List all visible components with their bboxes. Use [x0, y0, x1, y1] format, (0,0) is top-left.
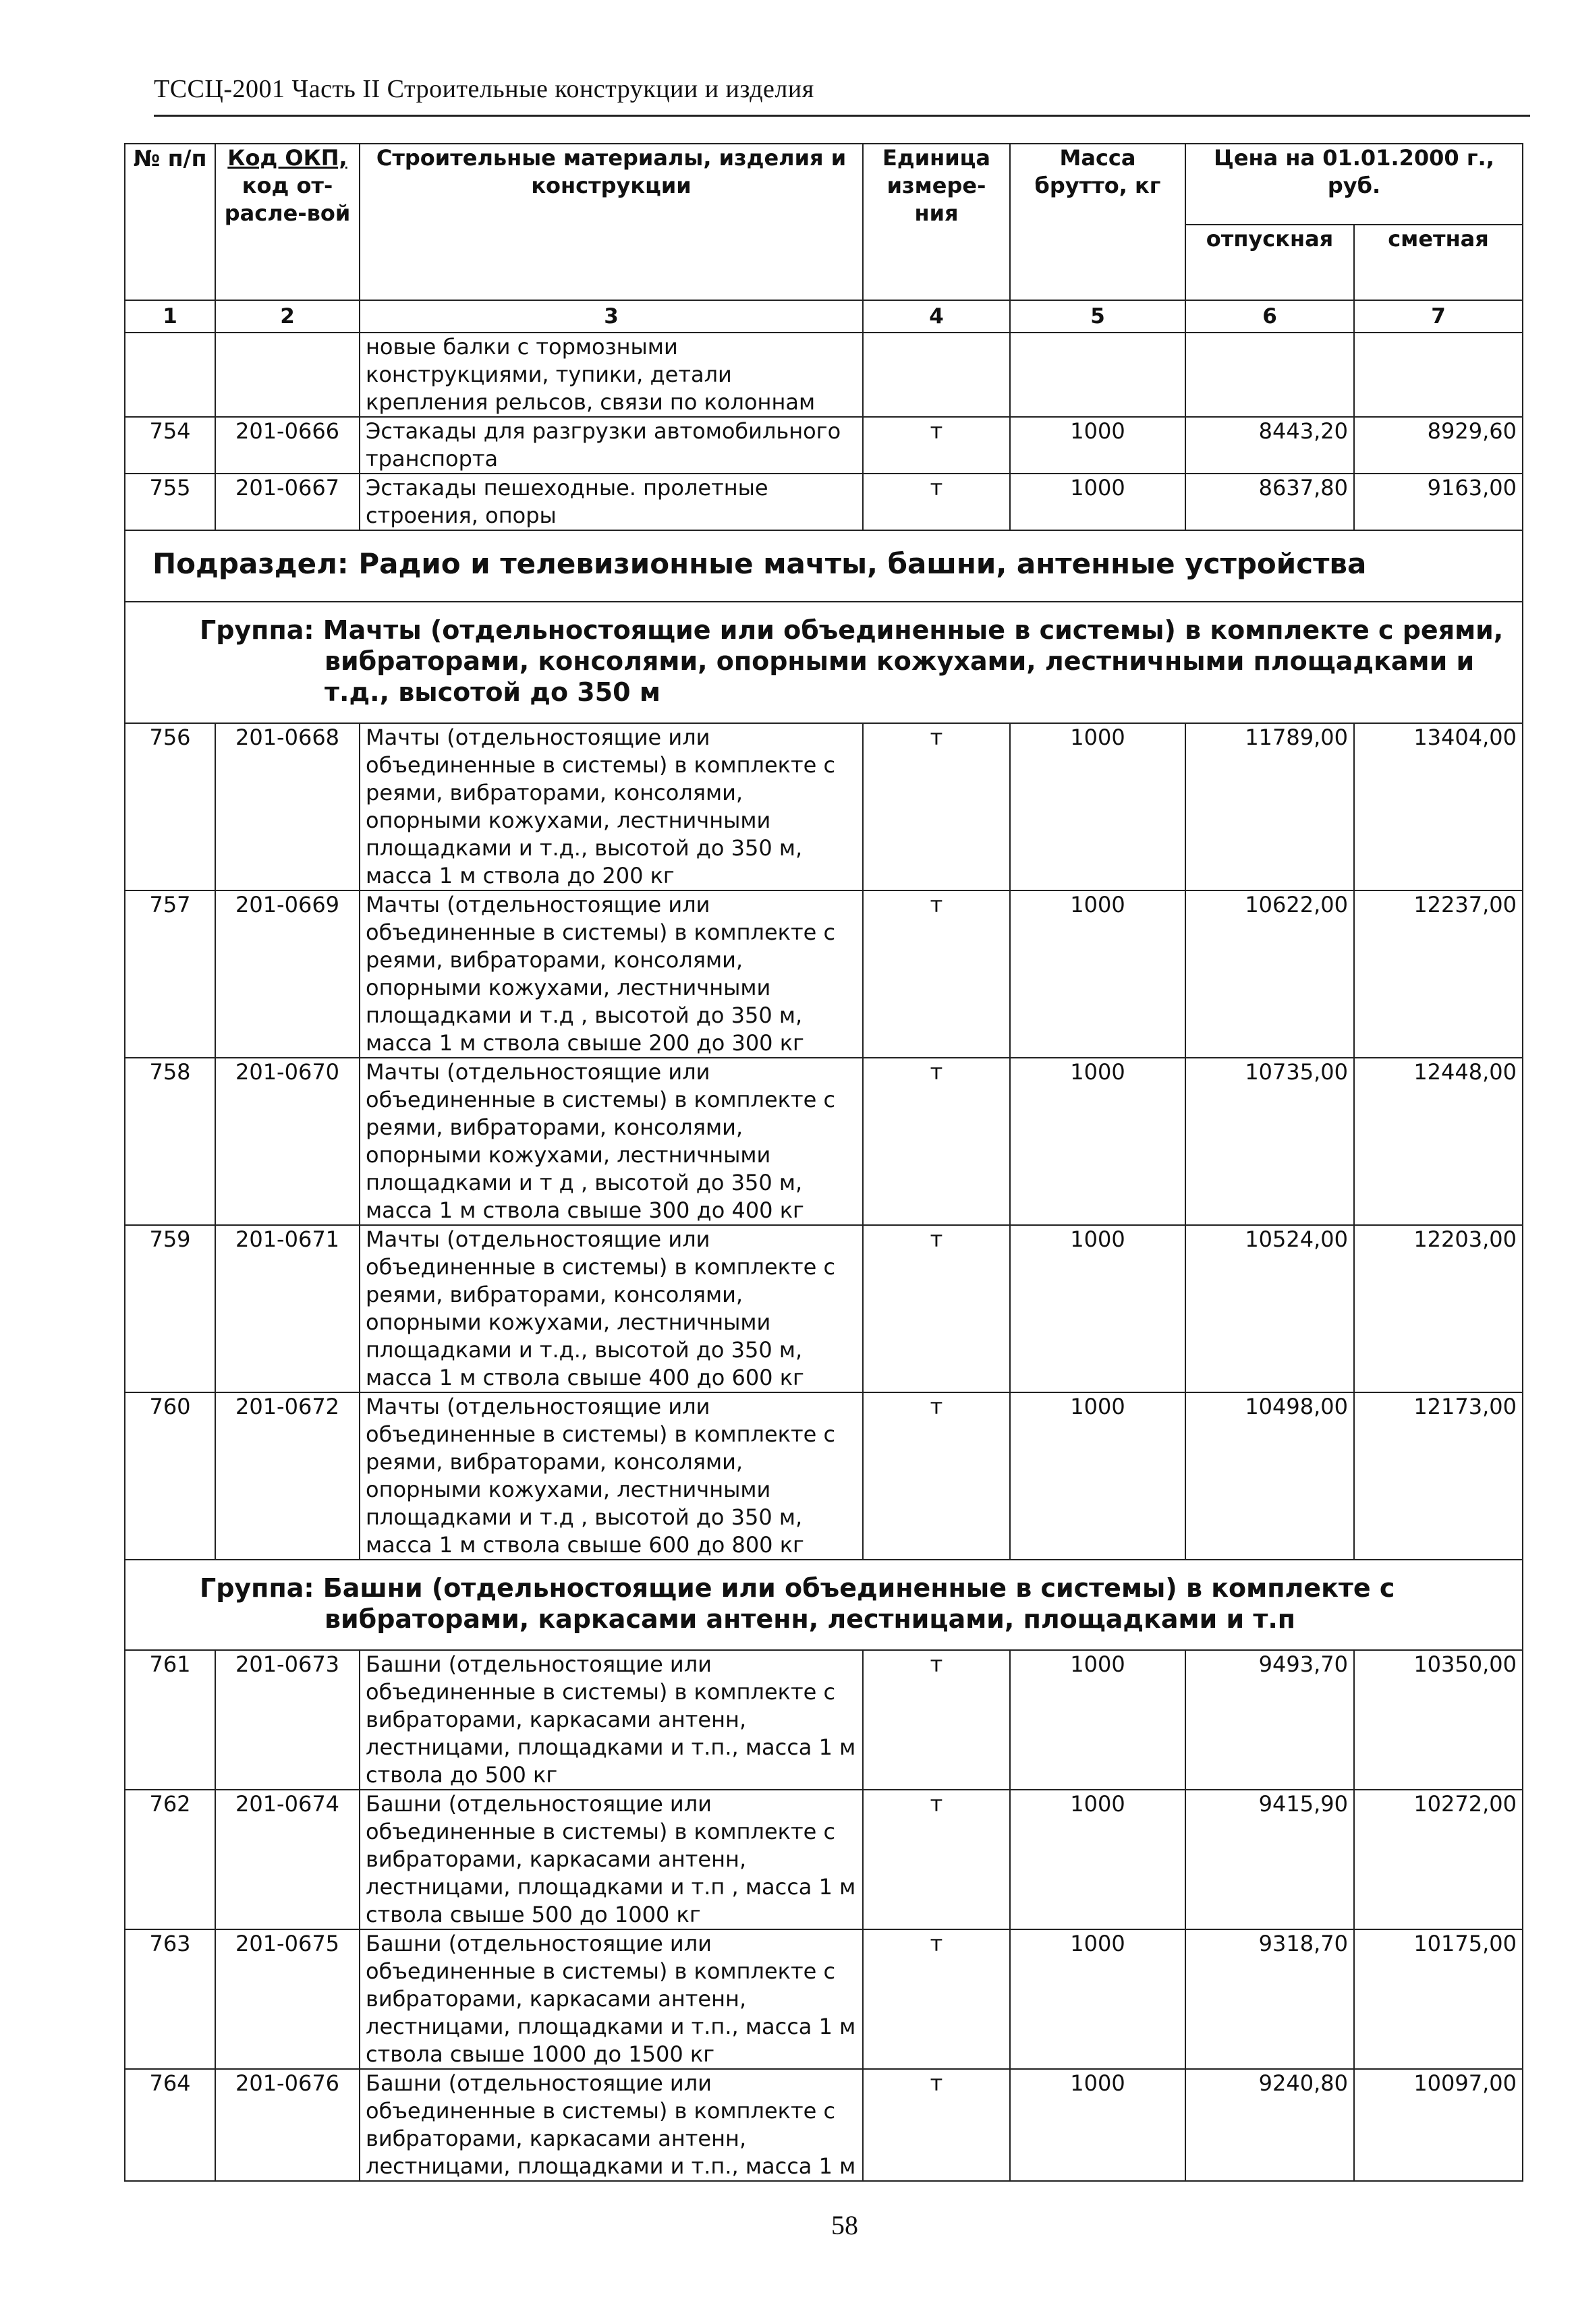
cell-num: 758: [125, 1058, 215, 1225]
col-index: 6: [1185, 300, 1354, 333]
cell-price-release: 9415,90: [1185, 1790, 1354, 1929]
table-row: [125, 723, 1523, 890]
cell-num: 754: [125, 417, 215, 474]
cell-num: 760: [125, 1392, 215, 1560]
cell-price-release: [1185, 333, 1354, 417]
cell-code: 201-0666: [215, 417, 360, 474]
page-header-title: ТССЦ-2001 Часть II Строительные конструкции и изделия: [154, 75, 814, 103]
column-index-row: [125, 300, 1523, 333]
table-row: [125, 1929, 1523, 2069]
table-row: [125, 1790, 1523, 1929]
cell-mass: 1000: [1010, 1929, 1185, 2069]
cell-num: [125, 333, 215, 417]
cell-mass: 1000: [1010, 723, 1185, 890]
col-index: 4: [863, 300, 1010, 333]
cell-price-release: 10524,00: [1185, 1225, 1354, 1392]
cell-code: 201-0668: [215, 723, 360, 890]
cell-code: 201-0673: [215, 1650, 360, 1790]
col-price-release-header: отпускная: [1185, 225, 1354, 300]
subsection-row: [125, 530, 1523, 602]
table-row: [125, 1650, 1523, 1790]
col-code-header: [215, 144, 360, 300]
cell-description: Башни (отдельностоящие или объединенные в системы) в комплекте с вибраторами, каркасами антенн, лестницами, площадками и т.п., масса 1 м ствола до 500 кг: [360, 1650, 863, 1790]
table-row: [125, 1058, 1523, 1225]
cell-price-release: 9240,80: [1185, 2069, 1354, 2181]
cell-unit: т: [863, 723, 1010, 890]
group-cell: [125, 602, 1523, 723]
group-title: Группа: Мачты (отдельностоящие или объединенные в системы) в комплекте с реями, вибраторами, консолями, опорными кожухами, лестничными площадками и т.д., высотой до 350 м: [200, 615, 1504, 707]
cell-num: 755: [125, 474, 215, 530]
cell-price-estimate: 12173,00: [1354, 1392, 1523, 1560]
cell-description: Мачты (отдельностоящие или объединенные в системы) в комплекте с реями, вибраторами, консолями, опорными кожухами, лестничными площадками и т.д , высотой до 350 м, масса 1 м ствола свыше 600 до 800 кг: [360, 1392, 863, 1560]
cell-mass: [1010, 333, 1185, 417]
cell-price-estimate: 10350,00: [1354, 1650, 1523, 1790]
cell-unit: т: [863, 1225, 1010, 1392]
cell-unit: т: [863, 1929, 1010, 2069]
col-index: 7: [1354, 300, 1523, 333]
cell-price-estimate: 8929,60: [1354, 417, 1523, 474]
header-rule: [154, 115, 1530, 117]
cell-unit: т: [863, 1790, 1010, 1929]
col-index: 3: [360, 300, 863, 333]
cell-code: 201-0669: [215, 890, 360, 1058]
col-price-estimate-header: сметная: [1354, 225, 1523, 300]
cell-mass: 1000: [1010, 417, 1185, 474]
cell-price-release: 8443,20: [1185, 417, 1354, 474]
col-price-group-header: Цена на 01.01.2000 г., руб.: [1185, 144, 1523, 225]
table-row: [125, 474, 1523, 530]
cell-code: 201-0674: [215, 1790, 360, 1929]
col-index: 1: [125, 300, 215, 333]
cell-description: Мачты (отдельностоящие или объединенные в системы) в комплекте с реями, вибраторами, консолями, опорными кожухами, лестничными площадками и т.д., высотой до 350 м, масса 1 м ствола свыше 400 до 600 кг: [360, 1225, 863, 1392]
cell-mass: 1000: [1010, 890, 1185, 1058]
cell-mass: 1000: [1010, 1058, 1185, 1225]
group-title: Группа: Башни (отдельностоящие или объединенные в системы) в комплекте с вибраторами, каркасами антенн, лестницами, площадками и т.п: [200, 1573, 1395, 1634]
group-cell: [125, 1560, 1523, 1650]
cell-price-estimate: 13404,00: [1354, 723, 1523, 890]
cell-code: 201-0670: [215, 1058, 360, 1225]
table-row-continuation: [125, 333, 1523, 417]
cell-unit: т: [863, 474, 1010, 530]
cell-price-estimate: 12203,00: [1354, 1225, 1523, 1392]
cell-unit: т: [863, 890, 1010, 1058]
cell-code: 201-0667: [215, 474, 360, 530]
cell-price-release: 11789,00: [1185, 723, 1354, 890]
cell-unit: т: [863, 1058, 1010, 1225]
cell-price-release: 8637,80: [1185, 474, 1354, 530]
subsection-title: Подраздел: Радио и телевизионные мачты, башни, антенные устройства: [125, 530, 1523, 602]
table-row: [125, 2069, 1523, 2181]
table-row: [125, 417, 1523, 474]
cell-price-release: 9493,70: [1185, 1650, 1354, 1790]
cell-code: 201-0672: [215, 1392, 360, 1560]
cell-code: [215, 333, 360, 417]
cell-mass: 1000: [1010, 474, 1185, 530]
cell-code: 201-0671: [215, 1225, 360, 1392]
cell-num: 759: [125, 1225, 215, 1392]
cell-num: 764: [125, 2069, 215, 2181]
col-unit-header: Единица измере-ния: [863, 144, 1010, 300]
cell-mass: 1000: [1010, 2069, 1185, 2181]
cell-num: 761: [125, 1650, 215, 1790]
group-row: [125, 602, 1523, 723]
col-num-header: № п/п: [125, 144, 215, 300]
cell-price-estimate: 10272,00: [1354, 1790, 1523, 1929]
price-table: [124, 143, 1523, 2182]
cell-mass: 1000: [1010, 1392, 1185, 1560]
group-row: [125, 1560, 1523, 1650]
cell-price-estimate: [1354, 333, 1523, 417]
cell-description: Мачты (отдельностоящие или объединенные в системы) в комплекте с реями, вибраторами, консолями, опорными кожухами, лестничными площадками и т.д., высотой до 350 м, масса 1 м ствола до 200 кг: [360, 723, 863, 890]
cell-description: Башни (отдельностоящие или объединенные в системы) в комплекте с вибраторами, каркасами антенн, лестницами, площадками и т.п., масса 1 м: [360, 2069, 863, 2181]
col-code-header-line1: Код ОКП,: [227, 145, 347, 171]
cell-description: новые балки с тормозными конструкциями, тупики, детали крепления рельсов, связи по колоннам: [360, 333, 863, 417]
cell-code: 201-0676: [215, 2069, 360, 2181]
cell-num: 757: [125, 890, 215, 1058]
cell-price-release: 10735,00: [1185, 1058, 1354, 1225]
table-row: [125, 1392, 1523, 1560]
cell-num: 756: [125, 723, 215, 890]
cell-price-estimate: 10175,00: [1354, 1929, 1523, 2069]
cell-description: Мачты (отдельностоящие или объединенные в системы) в комплекте с реями, вибраторами, консолями, опорными кожухами, лестничными площадками и т д , высотой до 350 м, масса 1 м ствола свыше 300 до 400 кг: [360, 1058, 863, 1225]
cell-unit: [863, 333, 1010, 417]
cell-price-release: 9318,70: [1185, 1929, 1354, 2069]
cell-num: 763: [125, 1929, 215, 2069]
table-row: [125, 1225, 1523, 1392]
col-index: 5: [1010, 300, 1185, 333]
cell-price-estimate: 9163,00: [1354, 474, 1523, 530]
cell-num: 762: [125, 1790, 215, 1929]
cell-price-release: 10622,00: [1185, 890, 1354, 1058]
col-name-header: Строительные материалы, изделия и конструкции: [360, 144, 863, 300]
cell-price-release: 10498,00: [1185, 1392, 1354, 1560]
cell-code: 201-0675: [215, 1929, 360, 2069]
cell-price-estimate: 10097,00: [1354, 2069, 1523, 2181]
cell-description: Башни (отдельностоящие или объединенные в системы) в комплекте с вибраторами, каркасами антенн, лестницами, площадками и т.п., масса 1 м ствола свыше 1000 до 1500 кг: [360, 1929, 863, 2069]
header-row: [125, 144, 1523, 225]
cell-unit: т: [863, 417, 1010, 474]
cell-unit: т: [863, 1650, 1010, 1790]
table-row: [125, 890, 1523, 1058]
cell-price-estimate: 12237,00: [1354, 890, 1523, 1058]
cell-description: Эстакады для разгрузки автомобильного транспорта: [360, 417, 863, 474]
col-code-header-line2: код от-расле-вой: [224, 173, 351, 226]
cell-mass: 1000: [1010, 1790, 1185, 1929]
cell-unit: т: [863, 1392, 1010, 1560]
cell-description: Эстакады пешеходные. пролетные строения, опоры: [360, 474, 863, 530]
cell-description: Башни (отдельностоящие или объединенные в системы) в комплекте с вибраторами, каркасами антенн, лестницами, площадками и т.п , масса 1 м ствола свыше 500 до 1000 кг: [360, 1790, 863, 1929]
page-number: 58: [831, 2210, 858, 2240]
cell-description: Мачты (отдельностоящие или объединенные в системы) в комплекте с реями, вибраторами, консолями, опорными кожухами, лестничными площадками и т.д , высотой до 350 м, масса 1 м ствола свыше 200 до 300 кг: [360, 890, 863, 1058]
cell-unit: т: [863, 2069, 1010, 2181]
col-mass-header: Масса брутто, кг: [1010, 144, 1185, 300]
cell-mass: 1000: [1010, 1225, 1185, 1392]
col-index: 2: [215, 300, 360, 333]
cell-mass: 1000: [1010, 1650, 1185, 1790]
cell-price-estimate: 12448,00: [1354, 1058, 1523, 1225]
